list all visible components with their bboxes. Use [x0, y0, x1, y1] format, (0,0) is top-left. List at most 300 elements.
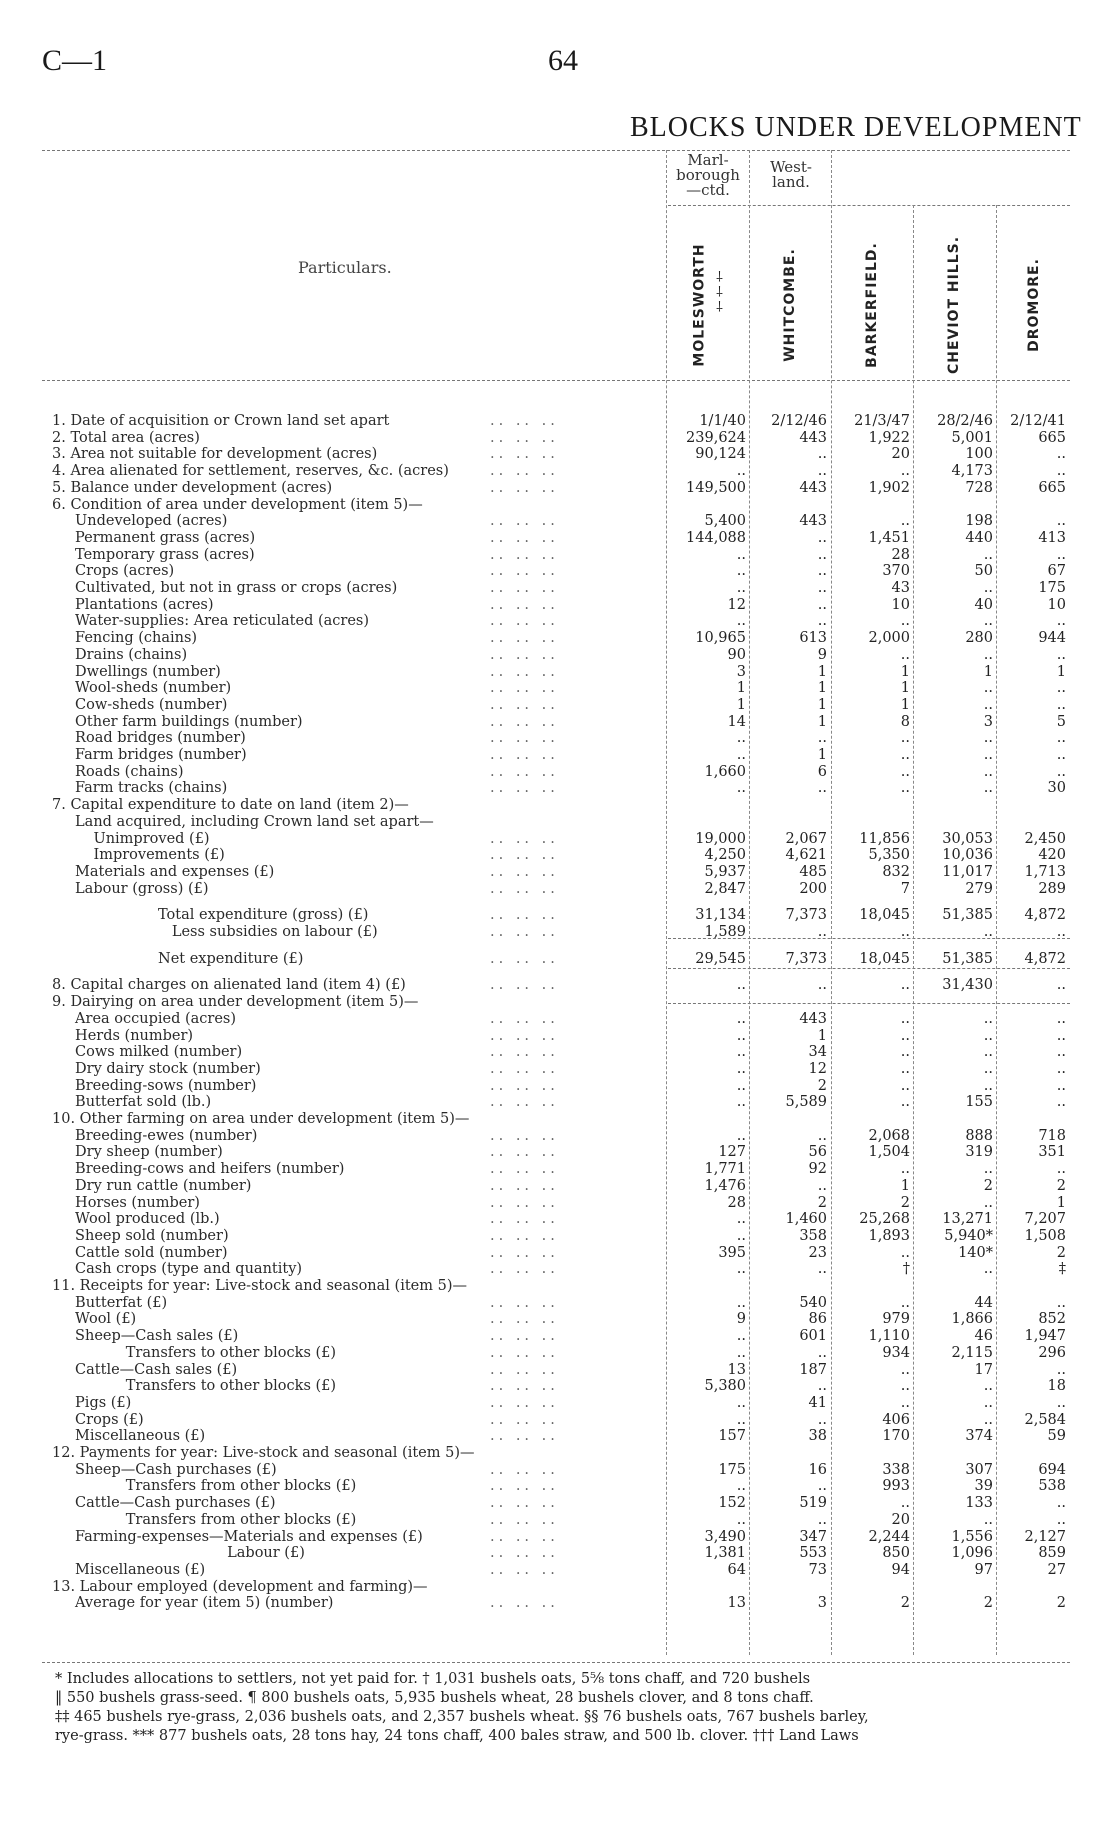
cell-whitcombe: 86: [808, 1311, 827, 1328]
cell-cheviot-hills: 1,096: [951, 1545, 993, 1562]
cell-barkerfield: 406: [882, 1411, 910, 1428]
cell-barkerfield: 1: [900, 696, 910, 713]
leader-dots: .. .. ..: [490, 1261, 559, 1278]
cell-molesworth: 31,134: [695, 907, 746, 924]
leader-dots: .. .. ..: [490, 1411, 559, 1428]
cell-cheviot-hills: 100: [965, 446, 993, 463]
row-label: Temporary grass (acres): [52, 546, 255, 563]
cell-dromore: ..: [1056, 1010, 1066, 1027]
cell-cheviot-hills: 44: [974, 1294, 993, 1311]
cell-molesworth: 239,624: [686, 429, 746, 446]
row-label: Farm bridges (number): [52, 747, 247, 763]
cell-molesworth: 9: [736, 1311, 746, 1328]
row-label: Transfers to other blocks (£): [52, 1344, 337, 1361]
molesworth-mark: †††: [712, 268, 727, 313]
cell-molesworth: 175: [718, 1461, 746, 1478]
cell-whitcombe: ..: [817, 446, 827, 463]
cell-barkerfield: †: [902, 1261, 910, 1278]
row-label: Breeding-sows (number): [52, 1077, 257, 1094]
row-label: 3. Area not suitable for development (acres): [52, 446, 378, 463]
cell-dromore: ..: [1056, 763, 1066, 780]
row-label: Labour (£): [52, 1545, 305, 1562]
cell-whitcombe: ..: [817, 1261, 827, 1278]
table-row: [0, 480, 1114, 497]
cell-whitcombe: 41: [808, 1394, 827, 1411]
table-row: [0, 1228, 1114, 1245]
cell-cheviot-hills: 40: [974, 596, 993, 613]
subtotal-rule: [668, 1003, 1070, 1004]
table-row: [0, 1261, 1114, 1278]
cell-barkerfield: ..: [900, 1394, 910, 1411]
cell-cheviot-hills: 279: [965, 880, 993, 897]
cell-whitcombe: 56: [808, 1144, 827, 1161]
table-row: [0, 1378, 1114, 1395]
cell-barkerfield: ..: [900, 1495, 910, 1512]
cell-dromore: 852: [1038, 1311, 1066, 1328]
table-row: [0, 1428, 1114, 1445]
cell-whitcombe: 519: [799, 1495, 827, 1512]
cell-molesworth: ..: [736, 1010, 746, 1027]
table-row: [0, 430, 1114, 447]
cell-whitcombe: 38: [808, 1428, 827, 1445]
cell-barkerfield: 338: [882, 1461, 910, 1478]
subtotal-rule: [668, 938, 1070, 939]
table-row: [0, 1345, 1114, 1362]
row-label: Labour (gross) (£): [52, 880, 209, 897]
cell-barkerfield: 1: [900, 1177, 910, 1194]
cell-molesworth: ..: [736, 730, 746, 747]
cell-molesworth: ..: [736, 546, 746, 563]
cell-dromore: 18: [1047, 1378, 1066, 1395]
cell-dromore: 296: [1038, 1344, 1066, 1361]
cell-cheviot-hills: 133: [965, 1495, 993, 1512]
cell-cheviot-hills: 155: [965, 1094, 993, 1111]
cell-molesworth: 1: [736, 696, 746, 713]
row-label: Sheep—Cash purchases (£): [52, 1461, 277, 1478]
cell-molesworth: ..: [736, 613, 746, 630]
leader-dots: .. .. ..: [490, 513, 559, 530]
row-label: 2. Total area (acres): [52, 429, 200, 446]
leader-dots: .. .. ..: [490, 907, 559, 924]
cell-whitcombe: 73: [808, 1561, 827, 1578]
cell-dromore: ..: [1056, 1361, 1066, 1378]
row-label: Fencing (chains): [52, 630, 198, 647]
table-row: [0, 1478, 1114, 1495]
row-label: Cultivated, but not in grass or crops (acres): [52, 580, 398, 596]
leader-dots: .. .. ..: [490, 1394, 559, 1411]
table-row: [0, 1412, 1114, 1429]
cell-cheviot-hills: ..: [983, 747, 993, 763]
cell-dromore: 175: [1038, 580, 1066, 596]
table-row: [0, 1462, 1114, 1479]
table-row: [0, 463, 1114, 480]
leader-dots: .. .. ..: [490, 696, 559, 713]
cell-dromore: ..: [1056, 1161, 1066, 1178]
table-row: [0, 764, 1114, 781]
cell-cheviot-hills: 2,115: [951, 1344, 993, 1361]
row-label: 4. Area alienated for settlement, reserves, &c. (acres): [52, 463, 449, 480]
cell-molesworth: ..: [736, 1094, 746, 1111]
cell-barkerfield: 2,244: [868, 1528, 910, 1545]
cell-whitcombe: 16: [808, 1461, 827, 1478]
leader-dots: .. .. ..: [490, 1227, 559, 1244]
cell-cheviot-hills: ..: [983, 1010, 993, 1027]
cell-cheviot-hills: ..: [983, 1511, 993, 1528]
cell-molesworth: 5,380: [704, 1378, 746, 1395]
cell-molesworth: 64: [727, 1561, 746, 1578]
leader-dots: .. .. ..: [490, 1311, 559, 1328]
cell-dromore: 420: [1038, 847, 1066, 864]
leader-dots: .. .. ..: [490, 446, 559, 463]
table-row: [0, 881, 1114, 898]
leader-dots: .. .. ..: [490, 713, 559, 730]
cell-barkerfield: 2: [900, 1194, 910, 1211]
cell-molesworth: 1,771: [704, 1161, 746, 1178]
cell-dromore: 538: [1038, 1478, 1066, 1495]
cell-barkerfield: 5,350: [868, 847, 910, 864]
cell-barkerfield: 7: [900, 880, 910, 897]
cell-molesworth: 90: [727, 646, 746, 663]
cell-cheviot-hills: 28/2/46: [937, 413, 993, 429]
table-row: [0, 1529, 1114, 1546]
cell-barkerfield: 993: [882, 1478, 910, 1495]
cell-dromore: ..: [1056, 1511, 1066, 1528]
row-label: Materials and expenses (£): [52, 863, 275, 880]
cell-dromore: 1: [1056, 663, 1066, 680]
region-westland: West- land.: [770, 158, 812, 191]
cell-cheviot-hills: 440: [965, 529, 993, 546]
cell-dromore: 67: [1047, 563, 1066, 580]
cell-molesworth: ..: [736, 1060, 746, 1077]
cell-cheviot-hills: 1,866: [951, 1311, 993, 1328]
cell-barkerfield: 1,504: [868, 1144, 910, 1161]
cell-whitcombe: ..: [817, 1344, 827, 1361]
cell-dromore: 2,584: [1024, 1411, 1066, 1428]
table-row: [0, 1512, 1114, 1529]
cell-molesworth: ..: [736, 1328, 746, 1345]
table-row: [0, 547, 1114, 564]
row-label: Drains (chains): [52, 646, 188, 663]
cell-cheviot-hills: ..: [983, 1077, 993, 1094]
cell-whitcombe: 553: [799, 1545, 827, 1562]
cell-whitcombe: 2,067: [785, 830, 827, 847]
leader-dots: .. .. ..: [490, 747, 559, 763]
page-title: BLOCKS UNDER DEVELOPMENT: [630, 112, 1082, 143]
cell-molesworth: 1/1/40: [699, 413, 746, 429]
cell-cheviot-hills: ..: [983, 924, 993, 940]
row-label: Other farm buildings (number): [52, 713, 303, 730]
leader-dots: .. .. ..: [490, 1060, 559, 1077]
row-label: 9. Dairying on area under development (item 5)—: [52, 994, 419, 1011]
row-label: Miscellaneous (£): [52, 1561, 206, 1578]
cell-whitcombe: 4,621: [785, 847, 827, 864]
cell-molesworth: ..: [736, 563, 746, 580]
table-row: [0, 1278, 1114, 1295]
row-label: Farm tracks (chains): [52, 780, 228, 797]
cell-whitcombe: 1: [817, 696, 827, 713]
cell-cheviot-hills: 728: [965, 479, 993, 496]
cell-barkerfield: 370: [882, 563, 910, 580]
cell-molesworth: 19,000: [695, 830, 746, 847]
cell-barkerfield: ..: [900, 463, 910, 480]
cell-dromore: ..: [1056, 1294, 1066, 1311]
table-row: [0, 1295, 1114, 1312]
row-label: Herds (number): [52, 1027, 194, 1044]
cell-barkerfield: ..: [900, 646, 910, 663]
row-label: Area occupied (acres): [52, 1010, 237, 1027]
table-row: [0, 563, 1114, 580]
cell-whitcombe: ..: [817, 1411, 827, 1428]
cell-molesworth: 1,589: [704, 924, 746, 940]
cell-whitcombe: ..: [817, 1177, 827, 1194]
row-label: Wool produced (lb.): [52, 1211, 220, 1228]
cell-barkerfield: ..: [900, 513, 910, 530]
row-label: Crops (acres): [52, 563, 175, 580]
cell-molesworth: ..: [736, 1044, 746, 1061]
cell-molesworth: 3: [736, 663, 746, 680]
cell-barkerfield: 18,045: [859, 950, 910, 967]
cell-whitcombe: 443: [799, 513, 827, 530]
cell-barkerfield: ..: [900, 747, 910, 763]
row-label: Dry dairy stock (number): [52, 1060, 261, 1077]
leader-dots: .. .. ..: [490, 1344, 559, 1361]
cell-dromore: 30: [1047, 780, 1066, 797]
cell-molesworth: ..: [736, 977, 746, 994]
cell-cheviot-hills: 17: [974, 1361, 993, 1378]
cell-barkerfield: 25,268: [859, 1211, 910, 1228]
cell-cheviot-hills: 50: [974, 563, 993, 580]
cell-dromore: 2: [1056, 1177, 1066, 1194]
row-label: 6. Condition of area under development (item 5)—: [52, 496, 423, 513]
leader-dots: .. .. ..: [490, 1595, 559, 1612]
leader-dots: .. .. ..: [490, 830, 559, 847]
cell-dromore: ..: [1056, 1060, 1066, 1077]
cell-whitcombe: 1: [817, 680, 827, 697]
cell-cheviot-hills: ..: [983, 730, 993, 747]
cell-cheviot-hills: ..: [983, 1261, 993, 1278]
leader-dots: .. .. ..: [490, 977, 559, 994]
cell-molesworth: ..: [736, 1411, 746, 1428]
cell-barkerfield: 28: [891, 546, 910, 563]
leader-dots: .. .. ..: [490, 1211, 559, 1228]
table-row: [0, 413, 1114, 430]
cell-dromore: 859: [1038, 1545, 1066, 1562]
footnote-line-1: * Includes allocations to settlers, not yet paid for. † 1,031 bushels oats, 5⅝ tons chaff, and 720 bushels: [55, 1671, 811, 1687]
cell-dromore: ..: [1056, 696, 1066, 713]
cell-cheviot-hills: 3: [983, 713, 993, 730]
cell-barkerfield: ..: [900, 1010, 910, 1027]
cell-barkerfield: 850: [882, 1545, 910, 1562]
row-label: Farming-expenses—Materials and expenses (£): [52, 1528, 423, 1545]
cell-dromore: 665: [1038, 479, 1066, 496]
cell-molesworth: 10,965: [695, 630, 746, 647]
cell-barkerfield: ..: [900, 1244, 910, 1261]
cell-cheviot-hills: 51,385: [942, 950, 993, 967]
cell-whitcombe: ..: [817, 924, 827, 940]
page-number: 64: [548, 44, 578, 77]
cell-cheviot-hills: 30,053: [942, 830, 993, 847]
cell-cheviot-hills: 4,173: [951, 463, 993, 480]
table-row: [0, 780, 1114, 797]
cell-barkerfield: 20: [891, 1511, 910, 1528]
cell-cheviot-hills: 39: [974, 1478, 993, 1495]
cell-molesworth: 1,660: [704, 763, 746, 780]
cell-whitcombe: 92: [808, 1161, 827, 1178]
cell-cheviot-hills: ..: [983, 1411, 993, 1428]
cell-whitcombe: 23: [808, 1244, 827, 1261]
cell-whitcombe: 187: [799, 1361, 827, 1378]
cell-cheviot-hills: 280: [965, 630, 993, 647]
cell-molesworth: 149,500: [686, 479, 746, 496]
cell-molesworth: 28: [727, 1194, 746, 1211]
cell-cheviot-hills: 1,556: [951, 1528, 993, 1545]
leader-dots: .. .. ..: [490, 1177, 559, 1194]
cell-molesworth: 5,400: [704, 513, 746, 530]
cell-molesworth: ..: [736, 1077, 746, 1094]
leader-dots: .. .. ..: [490, 1528, 559, 1545]
cell-cheviot-hills: ..: [983, 1060, 993, 1077]
cell-molesworth: ..: [736, 1294, 746, 1311]
table-row: [0, 730, 1114, 747]
leader-dots: .. .. ..: [490, 646, 559, 663]
cell-cheviot-hills: ..: [983, 1378, 993, 1395]
cell-dromore: ..: [1056, 680, 1066, 697]
row-label: Transfers to other blocks (£): [52, 1378, 337, 1395]
table-row: [0, 1011, 1114, 1028]
cell-barkerfield: ..: [900, 1077, 910, 1094]
row-label: Dry sheep (number): [52, 1144, 223, 1161]
cell-barkerfield: ..: [900, 1060, 910, 1077]
cell-molesworth: ..: [736, 1211, 746, 1228]
cell-cheviot-hills: 374: [965, 1428, 993, 1445]
cell-barkerfield: 1,922: [868, 429, 910, 446]
cell-dromore: 718: [1038, 1127, 1066, 1144]
cell-dromore: 1,947: [1024, 1328, 1066, 1345]
cell-whitcombe: ..: [817, 529, 827, 546]
cell-whitcombe: 9: [817, 646, 827, 663]
footnote-line-2: ‖ 550 bushels grass-seed. ¶ 800 bushels oats, 5,935 bushels wheat, 28 bushels clover, and 8 tons chaff.: [55, 1690, 814, 1706]
row-label: Improvements (£): [52, 847, 225, 864]
cell-barkerfield: 18,045: [859, 907, 910, 924]
cell-barkerfield: 94: [891, 1561, 910, 1578]
cell-dromore: 4,872: [1024, 950, 1066, 967]
leader-dots: .. .. ..: [490, 763, 559, 780]
cell-dromore: ..: [1056, 730, 1066, 747]
cell-barkerfield: ..: [900, 780, 910, 797]
cell-whitcombe: 1: [817, 713, 827, 730]
cell-barkerfield: 1,451: [868, 529, 910, 546]
cell-barkerfield: ..: [900, 1378, 910, 1395]
bottom-rule: [42, 1662, 1070, 1663]
cell-dromore: 1,713: [1024, 863, 1066, 880]
cell-whitcombe: ..: [817, 613, 827, 630]
cell-barkerfield: 1,110: [868, 1328, 910, 1345]
column-header-dromore: DROMORE.: [1026, 258, 1042, 352]
row-label: Wool-sheds (number): [52, 680, 232, 697]
table-row: [0, 1311, 1114, 1328]
cell-barkerfield: 1,902: [868, 479, 910, 496]
leader-dots: .. .. ..: [490, 663, 559, 680]
cell-cheviot-hills: 10,036: [942, 847, 993, 864]
cell-barkerfield: 2,068: [868, 1127, 910, 1144]
cell-dromore: 665: [1038, 429, 1066, 446]
leader-dots: .. .. ..: [490, 1561, 559, 1578]
leader-dots: .. .. ..: [490, 596, 559, 613]
cell-cheviot-hills: 140*: [958, 1244, 993, 1261]
cell-barkerfield: 1,893: [868, 1227, 910, 1244]
leader-dots: .. .. ..: [490, 1127, 559, 1144]
cell-cheviot-hills: ..: [983, 1044, 993, 1061]
leader-dots: .. .. ..: [490, 1044, 559, 1061]
cell-dromore: ..: [1056, 1094, 1066, 1111]
leader-dots: .. .. ..: [490, 1244, 559, 1261]
cell-molesworth: 1,476: [704, 1177, 746, 1194]
cell-molesworth: ..: [736, 1344, 746, 1361]
subtotal-rule: [668, 968, 1070, 969]
cell-dromore: 5: [1056, 713, 1066, 730]
table-row: [0, 1328, 1114, 1345]
cell-molesworth: 144,088: [686, 529, 746, 546]
table-row: [0, 1211, 1114, 1228]
cell-molesworth: 395: [718, 1244, 746, 1261]
cell-molesworth: 3,490: [704, 1528, 746, 1545]
cell-whitcombe: 1,460: [785, 1211, 827, 1228]
row-label: Less subsidies on labour (£): [52, 924, 378, 940]
cell-whitcombe: ..: [817, 1511, 827, 1528]
leader-dots: .. .. ..: [490, 680, 559, 697]
cell-cheviot-hills: 46: [974, 1328, 993, 1345]
cell-cheviot-hills: ..: [983, 1027, 993, 1044]
leader-dots: .. .. ..: [490, 630, 559, 647]
cell-cheviot-hills: ..: [983, 646, 993, 663]
row-label: Breeding-cows and heifers (number): [52, 1161, 345, 1178]
cell-cheviot-hills: 319: [965, 1144, 993, 1161]
table-row: [0, 1128, 1114, 1145]
cell-molesworth: 1: [736, 680, 746, 697]
cell-whitcombe: 601: [799, 1328, 827, 1345]
footnote-line-3: ‡‡ 465 bushels rye-grass, 2,036 bushels oats, and 2,357 bushels wheat. §§ 76 bushels oats, 767 bushels barley,: [55, 1709, 869, 1725]
cell-whitcombe: 7,373: [785, 907, 827, 924]
cell-barkerfield: ..: [900, 1094, 910, 1111]
cell-dromore: 4,872: [1024, 907, 1066, 924]
cell-molesworth: 90,124: [695, 446, 746, 463]
cell-whitcombe: 1: [817, 1027, 827, 1044]
cell-whitcombe: ..: [817, 546, 827, 563]
table-row: [0, 664, 1114, 681]
cell-dromore: 694: [1038, 1461, 1066, 1478]
table-row: [0, 847, 1114, 864]
cell-dromore: 413: [1038, 529, 1066, 546]
cell-barkerfield: 10: [891, 596, 910, 613]
cell-dromore: ..: [1056, 1394, 1066, 1411]
cell-cheviot-hills: ..: [983, 546, 993, 563]
cell-cheviot-hills: 198: [965, 513, 993, 530]
cell-whitcombe: ..: [817, 463, 827, 480]
leader-dots: .. .. ..: [490, 1378, 559, 1395]
column-header-whitcombe: WHITCOMBE.: [782, 248, 799, 362]
cell-barkerfield: 832: [882, 863, 910, 880]
table-row: [0, 907, 1114, 924]
row-label: Cattle—Cash purchases (£): [52, 1495, 276, 1512]
table-row: [0, 1144, 1114, 1161]
leader-dots: .. .. ..: [490, 1010, 559, 1027]
leader-dots: .. .. ..: [490, 863, 559, 880]
cell-barkerfield: 2: [900, 1595, 910, 1612]
cell-dromore: ..: [1056, 1044, 1066, 1061]
row-label: 13. Labour employed (development and farming)—: [52, 1578, 428, 1595]
cell-whitcombe: 1: [817, 663, 827, 680]
cell-whitcombe: 2/12/46: [771, 413, 827, 429]
